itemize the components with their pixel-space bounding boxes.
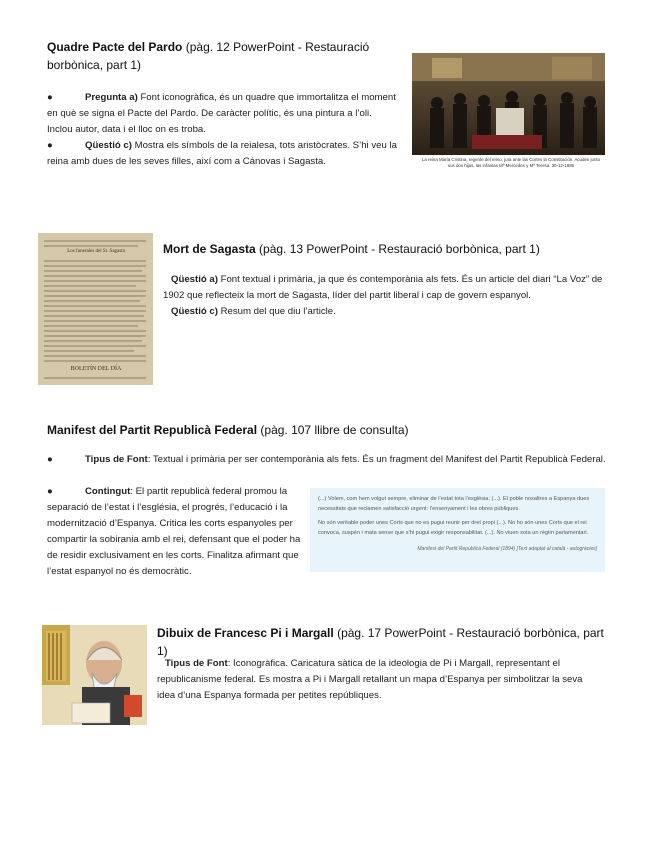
pacte-pardo-painting bbox=[412, 53, 605, 155]
pi-margall-text: Tipus de Font: Iconogràfica. Caricatura sàtica de la ideologia de Pi i Margall, representant el republicanisme federal. Es mostra a Pi i Margall retallant un mapa d’Espanya per simbolitzar la seva idea d’una Espanya formada per petites repúbliques. bbox=[157, 658, 583, 701]
manifest-bullet-1: ● Tipus de Font: Textual i primària per ser contemporània als fets. És un fragment del Manifest del Partit Republicà Federal. bbox=[47, 454, 606, 465]
section-title-mort-sagasta: Mort de Sagasta (pàg. 13 PowerPoint - Restauració borbònica, part 1) bbox=[163, 242, 540, 256]
pi-margall-caricature bbox=[42, 625, 147, 725]
pacte-pardo-caption: La reina María Cristina, regente del reino, jura ante las Cortes la Constitución. Acuden junto sus dos hijas, las infantas Mª Mercedes y Mª Teresa. 30-12-1885 bbox=[421, 157, 601, 168]
mort-sagasta-line-1: Qüestió a) Font textual i primària, ja que és contemporània als fets. És un article del diari “La Voz” de 1902 que reflecteix la mort de Sagasta, líder del partit liberal i cap de govern espanyol. bbox=[163, 274, 603, 301]
section-title-pi-margall: Dibuix de Francesc Pi i Margall (pàg. 17 PowerPoint - Restauració borbònica, part 1) bbox=[157, 626, 604, 658]
mort-sagasta-line-2: Qüestió c) Resum del que diu l’article. bbox=[171, 306, 336, 317]
sagasta-newspaper-clipping bbox=[38, 233, 153, 385]
section-title-pacte-pardo: Quadre Pacte del Pardo (pàg. 12 PowerPoint - Restauració borbònica, part 1) bbox=[47, 40, 370, 72]
pacte-pardo-bullet-1: ● Pregunta a) Font iconogràfica, és un quadre que immortalitza el moment en què se signa el Pacte del Pardo. De caràcter polític, és una pintura a l’oli. Inclou autor, data i el lloc on es troba. bbox=[47, 92, 396, 135]
manifest-quote-paragraph-1: (...) Volem, com hem volgut sempre, eliminar de l’estat tota l’església; (...). El poble nosaltres a Espanya dues necessitats que reclamen satisfacció urgent: l’ensenyament i les obres públiques. bbox=[318, 496, 590, 512]
manifest-bullet-2: ● Contingut: El partit republicà federal promou la separació de l’estat i l’església, el progrés, l’educació i la modernització d’Espanya. Critica les corts espanyoles per compartir la sobirania amb el rei, defensant que el poder ha de residir exclusivament en les corts. Finalitza afirmant que l’estat espanyol no és democràtic. bbox=[47, 486, 301, 577]
manifest-quote-box bbox=[310, 488, 605, 572]
pacte-pardo-bullet-2: ● Qüestió c) Mostra els símbols de la reialesa, tots aristòcrates. S’hi veu la reina amb dues de les seves filles, així com a Cánovas i Sagasta. bbox=[47, 140, 397, 167]
section-title-manifest: Manifest del Partit Republicà Federal (pàg. 107 llibre de consulta) bbox=[47, 423, 409, 437]
manifest-quote-paragraph-2: No són veritable poder unes Corts que no es pugui reunir per dret propi (...). No ho són unes Corts que el rei convoca, suspèn i mata sense que s’hi pugui exigir responsabilitat. (...). No viuen sota un règim parlamentari. bbox=[318, 520, 589, 536]
newspaper-header: Los funerales del Sr. Sagasta bbox=[67, 249, 125, 254]
newspaper-footer: BOLETÍN DEL DÍA bbox=[70, 366, 122, 372]
manifest-quote-source: Manifest del Partit Republicà Federal (1894) [Text adaptat al català - autogràcies] bbox=[417, 546, 597, 552]
